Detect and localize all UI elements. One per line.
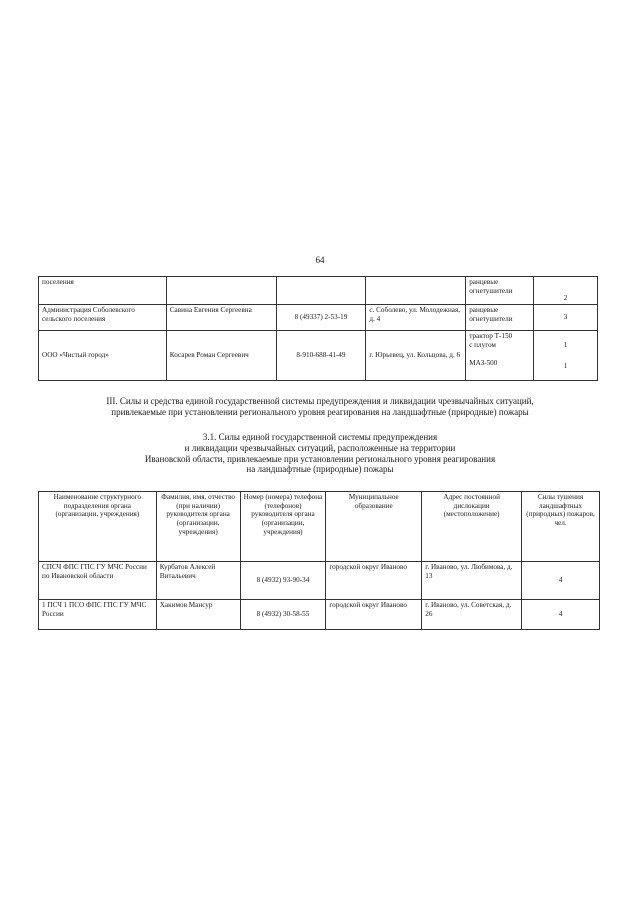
column-header: Муниципальное образование bbox=[326, 492, 422, 562]
municipality-cell: городской округ Иваново bbox=[326, 600, 422, 630]
count-cell: 2 bbox=[534, 277, 598, 305]
page-number: 64 bbox=[315, 255, 325, 265]
address-cell: г. Иваново, ул. Любимова, д. 13 bbox=[422, 562, 522, 600]
section-3-heading bbox=[0, 396, 640, 418]
heading-line: III. Силы и средства единой государственной системы предупреждения и ликвидации чрезвычайных ситуаций, bbox=[106, 396, 534, 406]
tech-cell bbox=[466, 331, 534, 381]
phone-cell bbox=[276, 277, 366, 305]
table-row bbox=[39, 600, 600, 630]
phone-cell: 8 (4932) 30-58-55 bbox=[240, 600, 326, 630]
forces-cell: 4 bbox=[522, 600, 600, 630]
phone-cell: 8 (49337) 2-53-19 bbox=[276, 305, 366, 331]
tech-line: трактор Т-150 bbox=[469, 332, 513, 340]
unit-cell: 1 ПСЧ 1 ПСО ФПС ГПС ГУ МЧС России bbox=[39, 600, 157, 630]
count-cell: 3 bbox=[534, 305, 598, 331]
tech-line: огнетушители bbox=[469, 314, 513, 323]
tech-cell bbox=[466, 277, 534, 305]
column-header: Фамилия, имя, отчество (при наличии) руководителя органа (организации, учреждения) bbox=[156, 492, 240, 562]
head-cell: Савина Евгения Сергеевна bbox=[166, 305, 276, 331]
org-cell: ООО «Чистый город» bbox=[39, 331, 167, 381]
head-cell bbox=[166, 277, 276, 305]
table-row bbox=[39, 562, 600, 600]
tech-line: МАЗ-500 bbox=[469, 359, 498, 368]
head-cell: Косарев Роман Сергеевич bbox=[166, 331, 276, 381]
column-header: Наименование структурного подразделения органа (организации, учреждения) bbox=[39, 492, 157, 562]
address-cell: с. Соболево, ул. Молодежная, д. 4 bbox=[366, 305, 466, 331]
org-cell: поселения bbox=[39, 277, 167, 305]
address-cell: г. Юрьевец, ул. Кольцова, д. 6 bbox=[366, 331, 466, 381]
forces-cell: 4 bbox=[522, 562, 600, 600]
heading-line: и ликвидации чрезвычайных ситуаций, расположенные на территории bbox=[184, 442, 456, 453]
tech-line: с плугом bbox=[469, 340, 496, 349]
municipality-cell: городской округ Иваново bbox=[326, 562, 422, 600]
address-cell: г. Иваново, ул. Советская, д. 26 bbox=[422, 600, 522, 630]
column-header: Силы тушения ландшафтных (природных) пожаров, чел. bbox=[522, 492, 600, 562]
table-row bbox=[39, 331, 598, 381]
table-row bbox=[39, 277, 598, 305]
table-row bbox=[39, 305, 598, 331]
heading-line: привлекаемые при установлении регионального уровня реагирования на ландшафтные (природные) пожары bbox=[111, 406, 529, 417]
phone-cell: 8 (4932) 93-90-34 bbox=[240, 562, 326, 600]
count-cell bbox=[534, 331, 598, 381]
column-header: Адрес постоянной дислокации (местоположение) bbox=[422, 492, 522, 562]
section-3-1-heading bbox=[0, 432, 640, 475]
tech-line: огнетушители bbox=[469, 286, 513, 295]
tech-cell bbox=[466, 305, 534, 331]
count-line: 1 bbox=[563, 361, 568, 370]
column-header: Номер (номера) телефона (телефонов) руководителя органа (организации, учреждения) bbox=[240, 492, 326, 562]
address-cell bbox=[366, 277, 466, 305]
head-cell: Хакимов Мансур bbox=[156, 600, 240, 630]
tech-line: ранцевые bbox=[469, 278, 499, 286]
bottom-table bbox=[38, 491, 600, 630]
unit-cell: СПСЧ ФПС ГПС ГУ МЧС России по Ивановской области bbox=[39, 562, 157, 600]
head-cell: Курбатов Алексей Витальевич bbox=[156, 562, 240, 600]
heading-line: Ивановской области, привлекаемые при установлении регионального уровня реагирования bbox=[144, 453, 496, 464]
count-line: 1 bbox=[563, 340, 568, 349]
table-header-row bbox=[39, 492, 600, 562]
heading-line: 3.1. Силы единой государственной системы предупреждения bbox=[202, 432, 438, 442]
phone-cell: 8-910-688-41-49 bbox=[276, 331, 366, 381]
org-cell: Администрация Соболевского сельского поселения bbox=[39, 305, 167, 331]
top-table bbox=[38, 276, 598, 381]
heading-line: на ландшафтные (природные) пожары bbox=[246, 464, 394, 475]
tech-line: ранцевые bbox=[469, 306, 499, 314]
